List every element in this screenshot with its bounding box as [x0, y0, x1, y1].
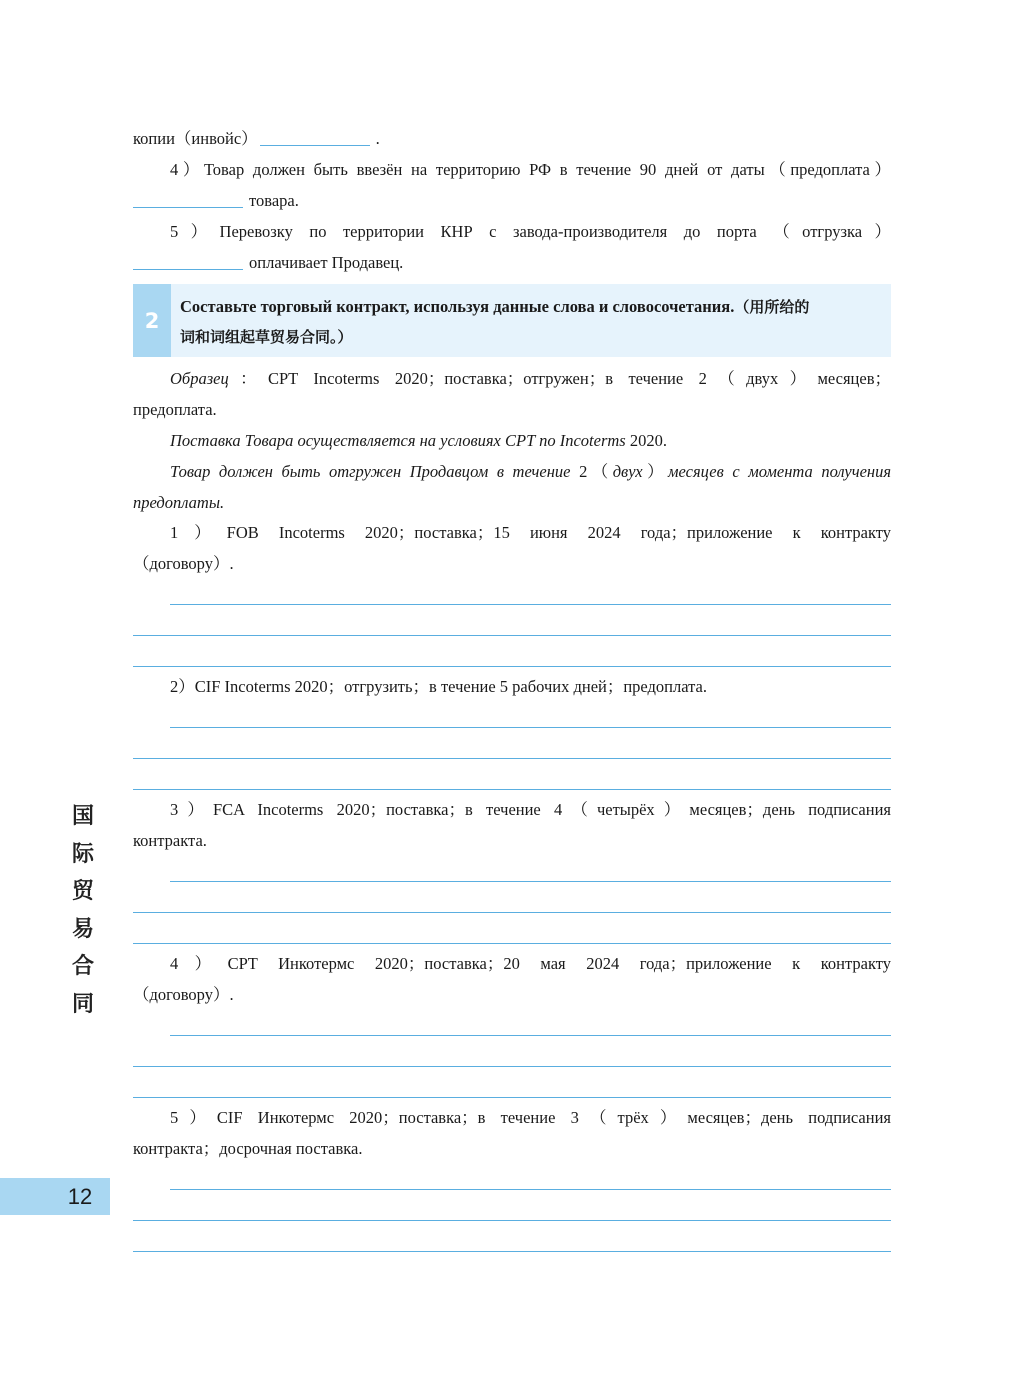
prev-line-1-text: копии（инвойс）	[133, 129, 258, 148]
example-label: Образец	[170, 369, 229, 388]
example-line-1: Образец：CPT Incoterms 2020；поставка；отгружен；в течение 2（двух）месяцев；	[170, 369, 891, 388]
example-sentence-1: Поставка Товара осуществляется на условиях CPT по Incoterms 2020.	[170, 431, 667, 450]
example-sentence-2-line-2: предоплаты.	[133, 493, 225, 512]
answer-blank[interactable]	[133, 206, 243, 208]
prev-item-4-line-1: 4）Товар должен быть ввезён на территорию РФ в течение 90 дней от даты（предоплата）	[170, 160, 891, 179]
exercise-1-line-2: （договору）.	[133, 554, 234, 573]
answer-line[interactable]	[133, 666, 891, 667]
prev-item-5-line-2: оплачивает Продавец.	[133, 252, 891, 274]
answer-line[interactable]	[133, 1220, 891, 1221]
prev-item-5-line-1: 5）Перевозку по территории КНР с завода-производителя до порта （отгрузка）	[170, 222, 891, 241]
answer-line[interactable]	[170, 727, 891, 728]
exercise-3-line-1: 3）FCA Incoterms 2020；поставка；в течение 4（четырёх）месяцев；день подписания	[170, 800, 891, 819]
exercise-4-line-1: 4）CPT Инкотермс 2020；поставка；20 мая 2024 года；приложение к контракту	[170, 954, 891, 973]
task-heading: Составьте торговый контракт, используя данные слова и словосочетания.（用所给的 词和词组起草贸易合同。）	[180, 297, 810, 346]
example-line-2: предоплата.	[133, 400, 217, 419]
exercise-1-line-1: 1）FOB Incoterms 2020；поставка；15 июня 2024 года；приложение к контракту	[170, 523, 891, 542]
answer-line[interactable]	[170, 604, 891, 605]
answer-blank[interactable]	[133, 268, 243, 270]
answer-line[interactable]	[133, 635, 891, 636]
exercise-5-line-2: контракта；досрочная поставка.	[133, 1139, 363, 1158]
answer-line[interactable]	[133, 1097, 891, 1098]
answer-line[interactable]	[133, 1251, 891, 1252]
task-number: 2	[133, 284, 171, 357]
exercise-4-line-2: （договору）.	[133, 985, 234, 1004]
answer-line[interactable]	[133, 789, 891, 790]
prev-line-1: копии（инвойс） .	[133, 129, 380, 148]
example-sentence-2-line-1: Товар должен быть отгружен Продавцом в течение 2（двух）месяцев с момента получения	[170, 462, 892, 481]
prev-item-4-line-2: товара.	[133, 190, 891, 212]
answer-line[interactable]	[170, 881, 891, 882]
page-number: 12	[67, 1184, 93, 1209]
side-book-title: 国 际 贸 易 合 同	[71, 804, 94, 1017]
answer-line[interactable]	[133, 1066, 891, 1067]
answer-line[interactable]	[133, 943, 891, 944]
answer-line[interactable]	[133, 912, 891, 913]
exercise-2-line-1: 2）CIF Incoterms 2020；отгрузить；в течение 5 рабочих дней；предоплата.	[170, 677, 707, 696]
exercise-5-line-1: 5）CIF Инкотермс 2020；поставка；в течение 3（трёх）месяцев；день подписания	[170, 1108, 891, 1127]
answer-line[interactable]	[170, 1189, 891, 1190]
exercise-3-line-2: контракта.	[133, 831, 207, 850]
answer-line[interactable]	[170, 1035, 891, 1036]
answer-line[interactable]	[133, 758, 891, 759]
answer-blank[interactable]	[260, 144, 370, 146]
